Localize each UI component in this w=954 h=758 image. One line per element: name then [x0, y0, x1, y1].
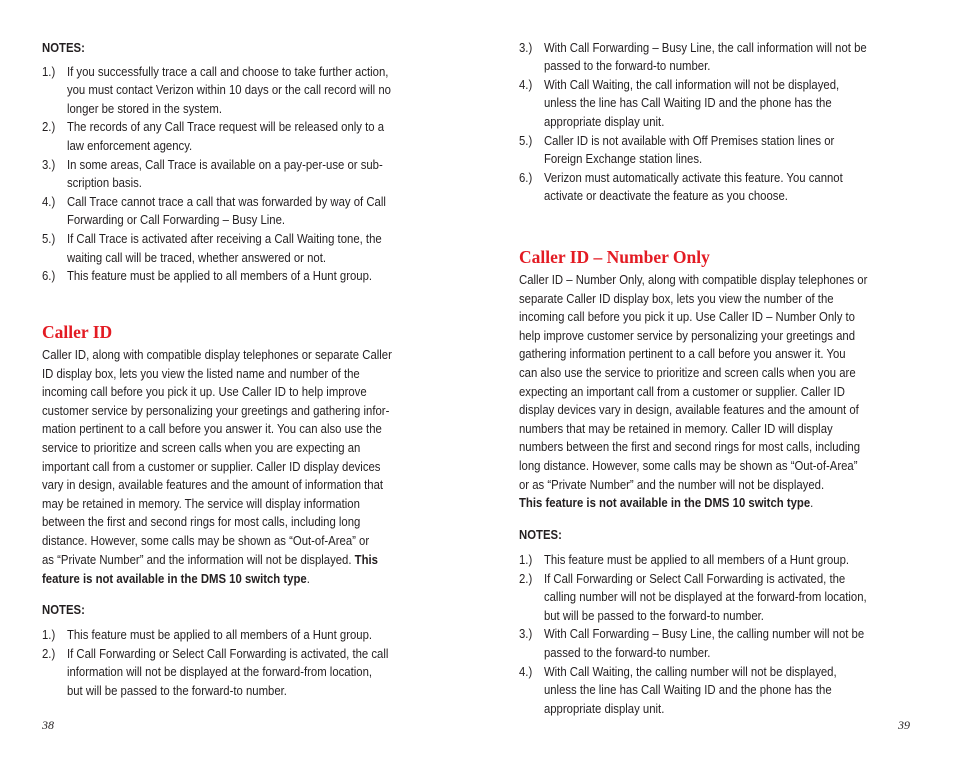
note-text: With Call Forwarding – Busy Line, the calling number will not be — [543, 626, 865, 642]
note-text: This feature must be applied to all members of a Hunt group. — [543, 552, 850, 567]
note-text: waiting call will be traced, whether answered or not. — [66, 249, 327, 265]
body-line: separate Caller ID display box, lets you view the number of the — [519, 290, 834, 306]
note-item-line — [42, 100, 222, 119]
body-line: numbers between the first and second rings for most calls, including — [519, 439, 861, 455]
note-item-line — [42, 682, 287, 701]
note-item-line — [519, 150, 702, 169]
notes-title: NOTES: — [519, 527, 562, 542]
note-text: If Call Forwarding or Select Call Forwarding is activated, the call — [66, 645, 389, 661]
note-item-line — [42, 267, 372, 286]
note-text: With Call Waiting, the call information will not be displayed, — [543, 76, 840, 92]
note-text: The records of any Call Trace request will be released only to a — [66, 119, 385, 135]
body-line: important call from a customer or supplier. Caller ID display devices — [42, 458, 381, 474]
notes-title: NOTES: — [42, 40, 85, 55]
note-item-line — [42, 118, 384, 137]
note-number: 1.) — [519, 552, 533, 567]
note-text: This feature must be applied to all members of a Hunt group. — [66, 268, 373, 284]
body-line — [42, 570, 310, 589]
body-line: help improve customer service by personalizing your greetings and — [519, 327, 856, 343]
note-item-line — [42, 645, 388, 664]
note-text: but will be passed to the forward-to number. — [66, 682, 287, 698]
note-number: 2.) — [519, 570, 533, 586]
note-item-line — [42, 626, 372, 645]
note-text: This feature must be applied to all members of a Hunt group. — [66, 627, 373, 642]
body-line: expecting an important call from a customer or supplier. Caller ID — [519, 383, 845, 399]
note-item-line — [519, 187, 788, 206]
body-bold-text: feature is not available in the DMS 10 switch type — [42, 571, 307, 586]
note-number: 3.) — [519, 39, 533, 55]
note-item-line — [42, 211, 285, 230]
note-number: 4.) — [42, 193, 56, 209]
note-text: Forwarding or Call Forwarding – Busy Line. — [66, 212, 286, 228]
note-text: Caller ID is not available with Off Premises station lines or — [543, 132, 835, 148]
note-item-line — [519, 113, 664, 132]
note-text: law enforcement agency. — [66, 137, 193, 153]
note-number: 3.) — [519, 626, 533, 642]
page-number: 38 — [42, 718, 54, 732]
note-item-line — [519, 57, 710, 76]
note-item-line — [519, 94, 832, 113]
note-number: 6.) — [519, 169, 533, 185]
section-heading-caller-id-number-only: Caller ID – Number Only — [519, 247, 710, 267]
note-text: If Call Forwarding or Select Call Forwarding is activated, the — [543, 570, 846, 586]
note-text: passed to the forward-to number. — [543, 645, 711, 660]
note-item-line — [42, 249, 326, 268]
body-line: may be retained in memory. The service will display information — [42, 495, 360, 511]
note-item-line — [42, 663, 372, 682]
note-text: information will not be displayed at the forward-from location, — [66, 664, 373, 680]
body-line: display devices vary in design, available features and the amount of — [519, 402, 859, 418]
note-number: 1.) — [42, 63, 56, 79]
note-text: appropriate display unit. — [543, 700, 665, 716]
note-text: appropriate display unit. — [543, 113, 665, 129]
body-bold-text: This feature is not available in the DMS 10 switch type — [519, 495, 811, 510]
note-text: you must contact Verizon within 10 days or the call record will no — [66, 82, 391, 98]
body-line — [42, 551, 378, 570]
body-text: as “Private Number” and the information will not be displayed. — [42, 552, 355, 567]
body-line: mation pertinent to a call before you answer it. You can also use the — [42, 421, 382, 437]
body-line: Caller ID, along with compatible display telephones or separate Caller — [42, 347, 392, 362]
note-text: In some areas, Call Trace is available on a pay-per-use or sub- — [66, 156, 383, 172]
body-line: long distance. However, some calls may be shown as “Out-of-Area” — [519, 458, 858, 473]
note-item-line — [519, 588, 867, 607]
note-item-line — [42, 156, 383, 175]
body-bold-text: This — [354, 552, 378, 567]
body-text: . — [810, 495, 814, 510]
note-text: If Call Trace is activated after receiving a Call Waiting tone, the — [66, 230, 382, 246]
note-text: Call Trace cannot trace a call that was forwarded by way of Call — [66, 193, 386, 209]
note-text: Verizon must automatically activate this feature. You cannot — [543, 169, 843, 185]
body-line: can also use the service to prioritize and screen calls when you are — [519, 365, 856, 380]
note-number: 1.) — [42, 627, 56, 642]
body-line: ID display box, lets you view the listed name and number of the — [42, 365, 360, 381]
body-line: vary in design, available features and the amount of information that — [42, 477, 384, 493]
body-line: between the first and second rings for most calls, including long — [42, 514, 361, 530]
note-item-line — [42, 63, 388, 82]
note-item-line — [42, 81, 391, 100]
note-number: 5.) — [519, 132, 533, 148]
note-item-line — [519, 39, 867, 58]
note-item-line — [519, 663, 837, 682]
note-item-line — [519, 551, 849, 570]
section-heading-caller-id: Caller ID — [42, 322, 113, 342]
note-item-line — [42, 230, 382, 249]
note-item-line — [519, 681, 832, 700]
note-item-line — [519, 625, 864, 644]
body-line: Caller ID – Number Only, along with compatible display telephones or — [519, 272, 868, 287]
body-line: customer service by personalizing your greetings and gathering infor- — [42, 402, 390, 418]
note-text: scription basis. — [66, 175, 142, 191]
note-text: activate or deactivate the feature as you choose. — [543, 188, 788, 204]
note-item-line — [519, 570, 845, 589]
body-line: distance. However, some calls may be shown as “Out-of-Area” or — [42, 533, 370, 548]
body-line: incoming call before you pick it up. Use Caller ID to help improve — [42, 384, 367, 400]
note-text: If you successfully trace a call and choose to take further action, — [66, 63, 389, 79]
note-text: unless the line has Call Waiting ID and the phone has the — [543, 682, 832, 698]
note-text: Foreign Exchange station lines. — [543, 151, 703, 167]
note-text: longer be stored in the system. — [66, 100, 223, 116]
body-line: incoming call before you pick it up. Use Caller ID – Number Only to — [519, 309, 855, 325]
body-text: . — [306, 571, 310, 586]
body-line: gathering information pertinent to a call before you answer it. You — [519, 346, 846, 362]
page-number: 39 — [898, 718, 910, 732]
note-item-line — [42, 193, 386, 212]
note-text: With Call Waiting, the calling number will not be displayed, — [543, 663, 837, 679]
note-text: passed to the forward-to number. — [543, 58, 711, 74]
body-line: or as “Private Number” and the number will not be displayed. — [519, 476, 825, 492]
note-text: calling number will not be displayed at the forward-from location, — [543, 589, 867, 605]
note-item-line — [519, 169, 843, 188]
note-number: 2.) — [42, 645, 56, 661]
body-line: service to prioritize and screen calls when you are expecting an — [42, 440, 361, 455]
note-item-line — [42, 174, 142, 193]
note-item-line — [519, 607, 764, 626]
note-item-line — [519, 700, 664, 719]
notes-title: NOTES: — [42, 602, 85, 617]
note-number: 4.) — [519, 76, 533, 92]
note-text: but will be passed to the forward-to number. — [543, 607, 764, 623]
body-line: numbers that may be retained in memory. Caller ID will display — [519, 420, 833, 436]
note-item-line — [42, 137, 192, 156]
note-text: unless the line has Call Waiting ID and the phone has the — [543, 95, 832, 111]
note-item-line — [519, 76, 839, 95]
body-line — [519, 494, 813, 513]
note-number: 4.) — [519, 663, 533, 679]
note-item-line — [519, 132, 834, 151]
note-text: With Call Forwarding – Busy Line, the call information will not be — [543, 39, 867, 55]
note-number: 5.) — [42, 230, 56, 246]
note-number: 3.) — [42, 156, 56, 172]
note-number: 6.) — [42, 268, 56, 284]
note-number: 2.) — [42, 119, 56, 135]
note-item-line — [519, 644, 710, 663]
